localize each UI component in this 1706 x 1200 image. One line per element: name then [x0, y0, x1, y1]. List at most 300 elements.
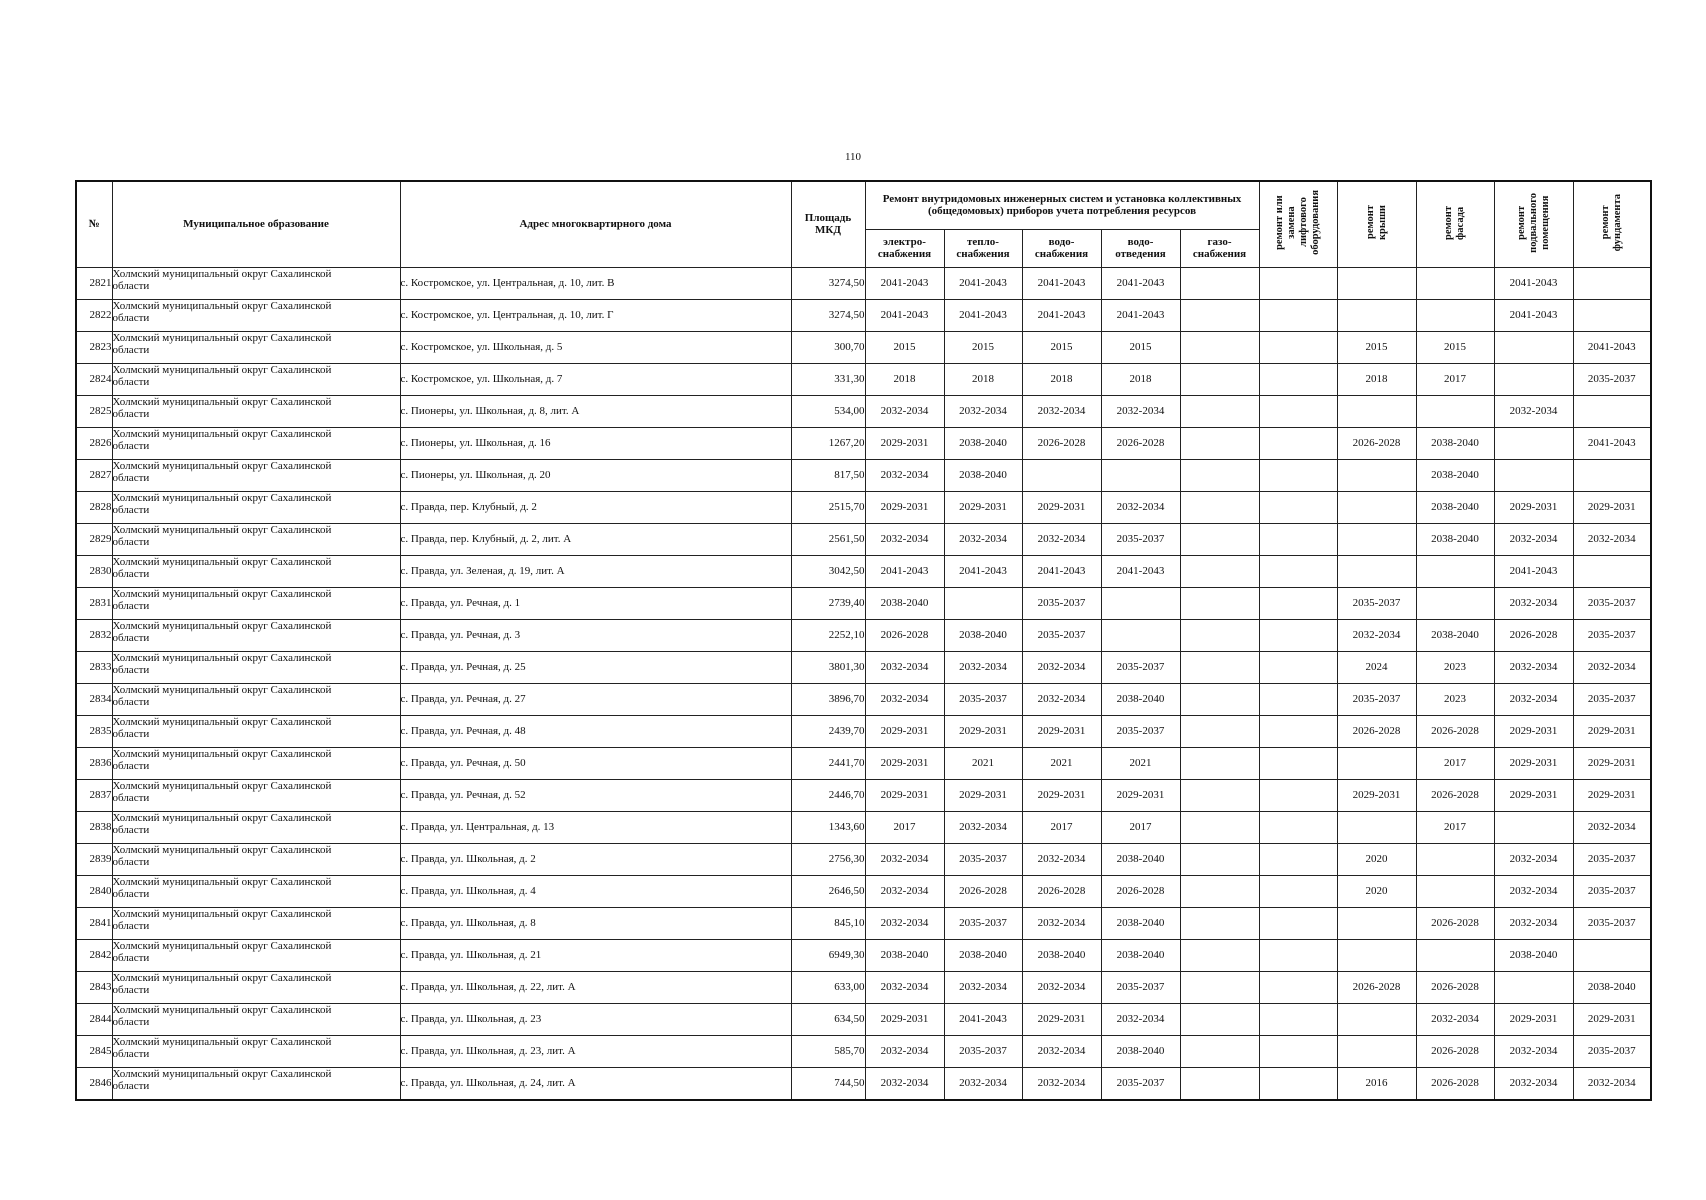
water-drain-cell: 2029-2031 [1101, 779, 1180, 811]
row-number: 2832 [76, 619, 112, 651]
facade-cell: 2015 [1416, 331, 1494, 363]
basement-cell: 2029-2031 [1494, 1003, 1573, 1035]
basement-cell: 2032-2034 [1494, 651, 1573, 683]
gas-cell [1180, 779, 1259, 811]
address-cell: с. Правда, ул. Школьная, д. 8 [400, 907, 791, 939]
foundation-cell: 2035-2037 [1573, 363, 1651, 395]
water-drain-cell: 2035-2037 [1101, 971, 1180, 1003]
municipality-cell: Холмский муниципальный округ Сахалинской области [112, 555, 400, 587]
electro-cell: 2029-2031 [865, 747, 944, 779]
municipality-cell: Холмский муниципальный округ Сахалинской области [112, 1003, 400, 1035]
electro-cell: 2029-2031 [865, 427, 944, 459]
table-row [76, 843, 1651, 875]
header-facade: ремонт фасада [1443, 205, 1466, 240]
area-cell: 3801,30 [791, 651, 865, 683]
heat-cell: 2035-2037 [944, 907, 1022, 939]
address-cell: с. Правда, ул. Школьная, д. 22, лит. А [400, 971, 791, 1003]
table-row [76, 651, 1651, 683]
lift-cell [1259, 1035, 1337, 1067]
foundation-cell [1573, 267, 1651, 299]
foundation-cell: 2035-2037 [1573, 683, 1651, 715]
foundation-cell: 2035-2037 [1573, 1035, 1651, 1067]
water-drain-cell: 2038-2040 [1101, 683, 1180, 715]
row-number: 2825 [76, 395, 112, 427]
row-number: 2842 [76, 939, 112, 971]
roof-cell [1337, 811, 1416, 843]
foundation-cell: 2038-2040 [1573, 971, 1651, 1003]
water-drain-cell: 2035-2037 [1101, 715, 1180, 747]
table-row [76, 939, 1651, 971]
address-cell: с. Костромское, ул. Школьная, д. 7 [400, 363, 791, 395]
area-cell: 2561,50 [791, 523, 865, 555]
water-drain-cell: 2032-2034 [1101, 491, 1180, 523]
header-address: Адрес многоквартирного дома [400, 181, 791, 267]
electro-cell: 2032-2034 [865, 971, 944, 1003]
roof-cell [1337, 523, 1416, 555]
address-cell: с. Пионеры, ул. Школьная, д. 8, лит. А [400, 395, 791, 427]
foundation-cell: 2029-2031 [1573, 715, 1651, 747]
water-drain-cell: 2017 [1101, 811, 1180, 843]
address-cell: с. Пионеры, ул. Школьная, д. 20 [400, 459, 791, 491]
roof-cell: 2026-2028 [1337, 971, 1416, 1003]
water-supply-cell: 2026-2028 [1022, 875, 1101, 907]
foundation-cell: 2035-2037 [1573, 875, 1651, 907]
area-cell: 1267,20 [791, 427, 865, 459]
table-row [76, 747, 1651, 779]
address-cell: с. Правда, ул. Школьная, д. 4 [400, 875, 791, 907]
water-drain-cell: 2041-2043 [1101, 267, 1180, 299]
lift-cell [1259, 299, 1337, 331]
electro-cell: 2038-2040 [865, 939, 944, 971]
row-number: 2838 [76, 811, 112, 843]
heat-cell: 2021 [944, 747, 1022, 779]
heat-cell: 2032-2034 [944, 395, 1022, 427]
basement-cell: 2032-2034 [1494, 523, 1573, 555]
municipality-cell: Холмский муниципальный округ Сахалинской области [112, 491, 400, 523]
water-supply-cell: 2032-2034 [1022, 907, 1101, 939]
basement-cell: 2026-2028 [1494, 619, 1573, 651]
gas-cell [1180, 587, 1259, 619]
heat-cell: 2041-2043 [944, 555, 1022, 587]
area-cell: 634,50 [791, 1003, 865, 1035]
electro-cell: 2032-2034 [865, 683, 944, 715]
lift-cell [1259, 587, 1337, 619]
header-municipality: Муниципальное образование [112, 181, 400, 267]
roof-cell [1337, 939, 1416, 971]
row-number: 2827 [76, 459, 112, 491]
facade-cell: 2038-2040 [1416, 619, 1494, 651]
area-cell: 1343,60 [791, 811, 865, 843]
area-cell: 817,50 [791, 459, 865, 491]
municipality-cell: Холмский муниципальный округ Сахалинской области [112, 715, 400, 747]
water-supply-cell: 2032-2034 [1022, 523, 1101, 555]
municipality-cell: Холмский муниципальный округ Сахалинской области [112, 875, 400, 907]
gas-cell [1180, 459, 1259, 491]
water-supply-cell: 2029-2031 [1022, 1003, 1101, 1035]
water-drain-cell: 2026-2028 [1101, 427, 1180, 459]
lift-cell [1259, 363, 1337, 395]
row-number: 2844 [76, 1003, 112, 1035]
basement-cell: 2032-2034 [1494, 907, 1573, 939]
heat-cell: 2035-2037 [944, 683, 1022, 715]
area-cell: 845,10 [791, 907, 865, 939]
address-cell: с. Правда, ул. Школьная, д. 2 [400, 843, 791, 875]
row-number: 2846 [76, 1067, 112, 1100]
facade-cell: 2026-2028 [1416, 971, 1494, 1003]
facade-cell: 2038-2040 [1416, 427, 1494, 459]
roof-cell: 2035-2037 [1337, 683, 1416, 715]
roof-cell [1337, 907, 1416, 939]
table-row [76, 459, 1651, 491]
header-facade-cell [1416, 181, 1494, 267]
gas-cell [1180, 555, 1259, 587]
table-row [76, 363, 1651, 395]
basement-cell [1494, 811, 1573, 843]
electro-cell: 2032-2034 [865, 875, 944, 907]
roof-cell [1337, 395, 1416, 427]
row-number: 2829 [76, 523, 112, 555]
water-drain-cell: 2035-2037 [1101, 523, 1180, 555]
municipality-cell: Холмский муниципальный округ Сахалинской области [112, 651, 400, 683]
roof-cell: 2035-2037 [1337, 587, 1416, 619]
roof-cell: 2024 [1337, 651, 1416, 683]
area-cell: 300,70 [791, 331, 865, 363]
electro-cell: 2029-2031 [865, 1003, 944, 1035]
heat-cell: 2032-2034 [944, 971, 1022, 1003]
heat-cell: 2041-2043 [944, 267, 1022, 299]
municipality-cell: Холмский муниципальный округ Сахалинской области [112, 843, 400, 875]
basement-cell: 2032-2034 [1494, 683, 1573, 715]
area-cell: 3042,50 [791, 555, 865, 587]
foundation-cell: 2035-2037 [1573, 843, 1651, 875]
roof-cell: 2020 [1337, 875, 1416, 907]
gas-cell [1180, 747, 1259, 779]
electro-cell: 2018 [865, 363, 944, 395]
basement-cell [1494, 971, 1573, 1003]
foundation-cell: 2032-2034 [1573, 523, 1651, 555]
water-drain-cell: 2035-2037 [1101, 651, 1180, 683]
lift-cell [1259, 331, 1337, 363]
electro-cell: 2032-2034 [865, 651, 944, 683]
roof-cell [1337, 491, 1416, 523]
basement-cell: 2032-2034 [1494, 1067, 1573, 1100]
municipality-cell: Холмский муниципальный округ Сахалинской области [112, 1035, 400, 1067]
electro-cell: 2029-2031 [865, 779, 944, 811]
water-supply-cell: 2018 [1022, 363, 1101, 395]
water-drain-cell: 2032-2034 [1101, 395, 1180, 427]
heat-cell [944, 587, 1022, 619]
electro-cell: 2032-2034 [865, 395, 944, 427]
water-supply-cell: 2032-2034 [1022, 971, 1101, 1003]
municipality-cell: Холмский муниципальный округ Сахалинской области [112, 363, 400, 395]
gas-cell [1180, 1067, 1259, 1100]
area-cell: 2439,70 [791, 715, 865, 747]
address-cell: с. Правда, ул. Речная, д. 50 [400, 747, 791, 779]
row-number: 2833 [76, 651, 112, 683]
water-drain-cell: 2026-2028 [1101, 875, 1180, 907]
heat-cell: 2032-2034 [944, 811, 1022, 843]
roof-cell: 2020 [1337, 843, 1416, 875]
page-number: 110 [844, 151, 862, 163]
header-area: Площадь МКД [791, 181, 865, 267]
municipality-cell: Холмский муниципальный округ Сахалинской области [112, 1067, 400, 1100]
repair-schedule-table [75, 180, 1652, 1101]
basement-cell: 2032-2034 [1494, 1035, 1573, 1067]
roof-cell [1337, 1003, 1416, 1035]
heat-cell: 2032-2034 [944, 1067, 1022, 1100]
facade-cell: 2032-2034 [1416, 1003, 1494, 1035]
row-number: 2843 [76, 971, 112, 1003]
municipality-cell: Холмский муниципальный округ Сахалинской области [112, 523, 400, 555]
lift-cell [1259, 843, 1337, 875]
electro-cell: 2032-2034 [865, 843, 944, 875]
header-foundation: ремонт фундамента [1599, 194, 1623, 252]
basement-cell [1494, 427, 1573, 459]
facade-cell: 2026-2028 [1416, 715, 1494, 747]
lift-cell [1259, 939, 1337, 971]
water-supply-cell: 2041-2043 [1022, 299, 1101, 331]
lift-cell [1259, 267, 1337, 299]
basement-cell: 2032-2034 [1494, 875, 1573, 907]
heat-cell: 2029-2031 [944, 779, 1022, 811]
electro-cell: 2032-2034 [865, 1067, 944, 1100]
facade-cell: 2017 [1416, 363, 1494, 395]
lift-cell [1259, 1067, 1337, 1100]
municipality-cell: Холмский муниципальный округ Сахалинской области [112, 907, 400, 939]
water-drain-cell: 2032-2034 [1101, 1003, 1180, 1035]
water-supply-cell: 2038-2040 [1022, 939, 1101, 971]
table-row [76, 811, 1651, 843]
basement-cell: 2029-2031 [1494, 779, 1573, 811]
roof-cell [1337, 1035, 1416, 1067]
address-cell: с. Правда, ул. Речная, д. 1 [400, 587, 791, 619]
area-cell: 3274,50 [791, 267, 865, 299]
lift-cell [1259, 747, 1337, 779]
heat-cell: 2032-2034 [944, 523, 1022, 555]
row-number: 2830 [76, 555, 112, 587]
lift-cell [1259, 651, 1337, 683]
electro-cell: 2032-2034 [865, 459, 944, 491]
facade-cell: 2026-2028 [1416, 779, 1494, 811]
area-cell: 2446,70 [791, 779, 865, 811]
basement-cell [1494, 331, 1573, 363]
water-supply-cell: 2035-2037 [1022, 587, 1101, 619]
area-cell: 585,70 [791, 1035, 865, 1067]
gas-cell [1180, 523, 1259, 555]
electro-cell: 2032-2034 [865, 523, 944, 555]
water-drain-cell: 2038-2040 [1101, 907, 1180, 939]
municipality-cell: Холмский муниципальный округ Сахалинской области [112, 683, 400, 715]
foundation-cell [1573, 299, 1651, 331]
basement-cell: 2032-2034 [1494, 843, 1573, 875]
table-row [76, 779, 1651, 811]
facade-cell: 2017 [1416, 747, 1494, 779]
facade-cell: 2038-2040 [1416, 459, 1494, 491]
table-row [76, 299, 1651, 331]
heat-cell: 2029-2031 [944, 715, 1022, 747]
address-cell: с. Костромское, ул. Центральная, д. 10, лит. В [400, 267, 791, 299]
facade-cell [1416, 843, 1494, 875]
header-foundation-cell [1573, 181, 1651, 267]
area-cell: 331,30 [791, 363, 865, 395]
water-supply-cell: 2029-2031 [1022, 715, 1101, 747]
table-body [76, 267, 1651, 1100]
roof-cell [1337, 747, 1416, 779]
facade-cell: 2026-2028 [1416, 907, 1494, 939]
table-row [76, 1035, 1651, 1067]
electro-cell: 2026-2028 [865, 619, 944, 651]
table-row [76, 427, 1651, 459]
facade-cell: 2026-2028 [1416, 1035, 1494, 1067]
foundation-cell: 2035-2037 [1573, 619, 1651, 651]
header-heat: тепло- снабжения [944, 229, 1022, 267]
header-lift-cell [1259, 181, 1337, 267]
header-lift: ремонт или замена лифтового оборудования [1274, 190, 1321, 256]
basement-cell: 2029-2031 [1494, 491, 1573, 523]
lift-cell [1259, 523, 1337, 555]
row-number: 2821 [76, 267, 112, 299]
heat-cell: 2029-2031 [944, 491, 1022, 523]
area-cell: 2252,10 [791, 619, 865, 651]
row-number: 2831 [76, 587, 112, 619]
basement-cell [1494, 363, 1573, 395]
municipality-cell: Холмский муниципальный округ Сахалинской области [112, 587, 400, 619]
municipality-cell: Холмский муниципальный округ Сахалинской области [112, 619, 400, 651]
heat-cell: 2026-2028 [944, 875, 1022, 907]
water-supply-cell: 2026-2028 [1022, 427, 1101, 459]
facade-cell [1416, 267, 1494, 299]
gas-cell [1180, 1035, 1259, 1067]
electro-cell: 2041-2043 [865, 267, 944, 299]
row-number: 2839 [76, 843, 112, 875]
address-cell: с. Правда, пер. Клубный, д. 2 [400, 491, 791, 523]
water-supply-cell: 2029-2031 [1022, 491, 1101, 523]
heat-cell: 2035-2037 [944, 843, 1022, 875]
foundation-cell: 2029-2031 [1573, 1003, 1651, 1035]
gas-cell [1180, 299, 1259, 331]
basement-cell: 2032-2034 [1494, 587, 1573, 619]
row-number: 2834 [76, 683, 112, 715]
water-supply-cell: 2017 [1022, 811, 1101, 843]
table-row [76, 683, 1651, 715]
area-cell: 633,00 [791, 971, 865, 1003]
water-drain-cell: 2021 [1101, 747, 1180, 779]
row-number: 2824 [76, 363, 112, 395]
row-number: 2841 [76, 907, 112, 939]
lift-cell [1259, 1003, 1337, 1035]
table-row [76, 587, 1651, 619]
facade-cell: 2026-2028 [1416, 1067, 1494, 1100]
basement-cell: 2029-2031 [1494, 715, 1573, 747]
foundation-cell [1573, 395, 1651, 427]
roof-cell: 2026-2028 [1337, 715, 1416, 747]
lift-cell [1259, 427, 1337, 459]
water-drain-cell [1101, 619, 1180, 651]
foundation-cell: 2029-2031 [1573, 747, 1651, 779]
header-gas: газо- снабжения [1180, 229, 1259, 267]
row-number: 2835 [76, 715, 112, 747]
address-cell: с. Правда, ул. Школьная, д. 21 [400, 939, 791, 971]
gas-cell [1180, 267, 1259, 299]
foundation-cell: 2032-2034 [1573, 811, 1651, 843]
area-cell: 2441,70 [791, 747, 865, 779]
address-cell: с. Правда, ул. Речная, д. 3 [400, 619, 791, 651]
water-drain-cell: 2038-2040 [1101, 843, 1180, 875]
lift-cell [1259, 395, 1337, 427]
foundation-cell [1573, 939, 1651, 971]
electro-cell: 2017 [865, 811, 944, 843]
municipality-cell: Холмский муниципальный округ Сахалинской области [112, 939, 400, 971]
gas-cell [1180, 843, 1259, 875]
lift-cell [1259, 875, 1337, 907]
area-cell: 6949,30 [791, 939, 865, 971]
gas-cell [1180, 619, 1259, 651]
header-basement-cell [1494, 181, 1573, 267]
roof-cell: 2029-2031 [1337, 779, 1416, 811]
header-roof: ремонт крыши [1364, 205, 1388, 241]
water-drain-cell [1101, 459, 1180, 491]
water-supply-cell: 2032-2034 [1022, 843, 1101, 875]
gas-cell [1180, 811, 1259, 843]
electro-cell: 2041-2043 [865, 555, 944, 587]
address-cell: с. Правда, ул. Зеленая, д. 19, лит. А [400, 555, 791, 587]
address-cell: с. Правда, пер. Клубный, д. 2, лит. А [400, 523, 791, 555]
water-drain-cell: 2041-2043 [1101, 299, 1180, 331]
roof-cell [1337, 459, 1416, 491]
heat-cell: 2032-2034 [944, 651, 1022, 683]
address-cell: с. Правда, ул. Речная, д. 52 [400, 779, 791, 811]
heat-cell: 2038-2040 [944, 939, 1022, 971]
gas-cell [1180, 971, 1259, 1003]
basement-cell: 2041-2043 [1494, 299, 1573, 331]
electro-cell: 2038-2040 [865, 587, 944, 619]
header-num: № [76, 181, 112, 267]
table-row [76, 875, 1651, 907]
water-drain-cell: 2038-2040 [1101, 939, 1180, 971]
heat-cell: 2035-2037 [944, 1035, 1022, 1067]
municipality-cell: Холмский муниципальный округ Сахалинской области [112, 331, 400, 363]
roof-cell: 2032-2034 [1337, 619, 1416, 651]
electro-cell: 2029-2031 [865, 715, 944, 747]
gas-cell [1180, 491, 1259, 523]
heat-cell: 2041-2043 [944, 1003, 1022, 1035]
row-number: 2845 [76, 1035, 112, 1067]
municipality-cell: Холмский муниципальный округ Сахалинской области [112, 395, 400, 427]
gas-cell [1180, 907, 1259, 939]
heat-cell: 2038-2040 [944, 619, 1022, 651]
area-cell: 3896,70 [791, 683, 865, 715]
water-supply-cell: 2032-2034 [1022, 395, 1101, 427]
address-cell: с. Правда, ул. Речная, д. 48 [400, 715, 791, 747]
water-supply-cell: 2032-2034 [1022, 1035, 1101, 1067]
table-row [76, 619, 1651, 651]
foundation-cell: 2032-2034 [1573, 651, 1651, 683]
gas-cell [1180, 331, 1259, 363]
table-row [76, 395, 1651, 427]
foundation-cell: 2041-2043 [1573, 331, 1651, 363]
facade-cell: 2023 [1416, 651, 1494, 683]
foundation-cell: 2029-2031 [1573, 779, 1651, 811]
table-row [76, 1003, 1651, 1035]
facade-cell [1416, 395, 1494, 427]
facade-cell: 2023 [1416, 683, 1494, 715]
municipality-cell: Холмский муниципальный округ Сахалинской области [112, 747, 400, 779]
facade-cell [1416, 587, 1494, 619]
address-cell: с. Пионеры, ул. Школьная, д. 16 [400, 427, 791, 459]
gas-cell [1180, 683, 1259, 715]
roof-cell: 2026-2028 [1337, 427, 1416, 459]
gas-cell [1180, 875, 1259, 907]
